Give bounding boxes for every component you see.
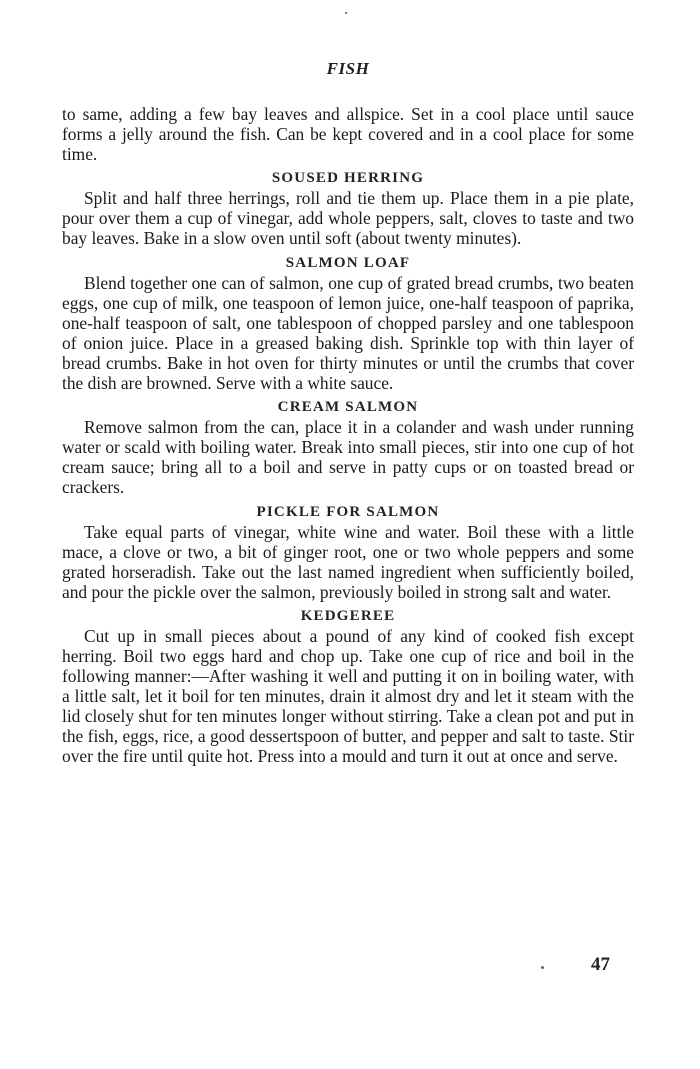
recipe-text-salmon-loaf: Blend together one can of salmon, one cup of grated bread crumbs, two beaten eggs, one cup of milk, one teaspoon of lemon juice, one-half teaspoon of paprika, one-half teaspoon of salt, one tablespoon of chopped parsley and one tablespoon of onion juice. Place in a greased baking dish. Sprinkle top with thin layer of bread crumbs. Bake in hot oven for thirty minutes or until the crumbs that cover the dish are browned. Serve with a white sauce. (62, 272, 634, 394)
running-head: FISH (326, 59, 370, 78)
recipe-text-soused-herring: Split and half three herrings, roll and tie them up. Place them in a pie plate, pour over them a cup of vinegar, add whole peppers, salt, cloves to taste and two bay leaves. Bake in a slow oven until soft (about twenty minutes). (62, 188, 634, 249)
recipe-text-pickle-for-salmon: Take equal parts of vinegar, white wine and water. Boil these with a little mace, a clove or two, a bit of ginger root, one or two whole peppers and some grated horseradish. Take out the last named ingredient when sufficiently boiled, and pour the pickle over the salmon, previously boiled in strong salt and water. (62, 521, 634, 602)
page-footer (62, 954, 634, 978)
page-body (62, 104, 634, 767)
page-number: 47 (591, 954, 610, 975)
recipe-title-salmon-loaf: SALMON LOAF (285, 254, 411, 271)
print-speck (345, 12, 347, 14)
continuation-paragraph: to same, adding a few bay leaves and allspice. Set in a cool place until sauce forms a jelly around the fish. Can be kept covered and in a cool place for some time. (62, 104, 634, 165)
recipe-title-cream-salmon: CREAM SALMON (277, 399, 419, 416)
recipe-text-kedgeree: Cut up in small pieces about a pound of any kind of cooked fish except herring. Boil two eggs hard and chop up. Take one cup of rice and boil in the following manner:—After washing it well and putting it on in boiling water, with a little salt, let it boil for ten minutes, drain it almost dry and let it steam with the lid closely shut for ten minutes longer without stirring. Take a clean pot and put in the fish, eggs, rice, a good dessertspoon of butter, and pepper and salt to taste. Stir over the fire until quite hot. Press into a mould and turn it out at once and serve. (62, 625, 634, 767)
recipe-title-pickle-for-salmon: PICKLE FOR SALMON (256, 503, 440, 520)
print-speck (541, 966, 544, 969)
recipe-text-cream-salmon: Remove salmon from the can, place it in a colander and wash under running water or scald with boiling water. Break into small pieces, stir into one cup of hot cream sauce; bring all to a boil and serve in patty cups or on toasted bread or crackers. (62, 417, 634, 498)
recipe-title-kedgeree: KEDGEREE (300, 607, 396, 624)
recipe-title-soused-herring: SOUSED HERRING (271, 170, 425, 187)
book-page (62, 0, 634, 1069)
